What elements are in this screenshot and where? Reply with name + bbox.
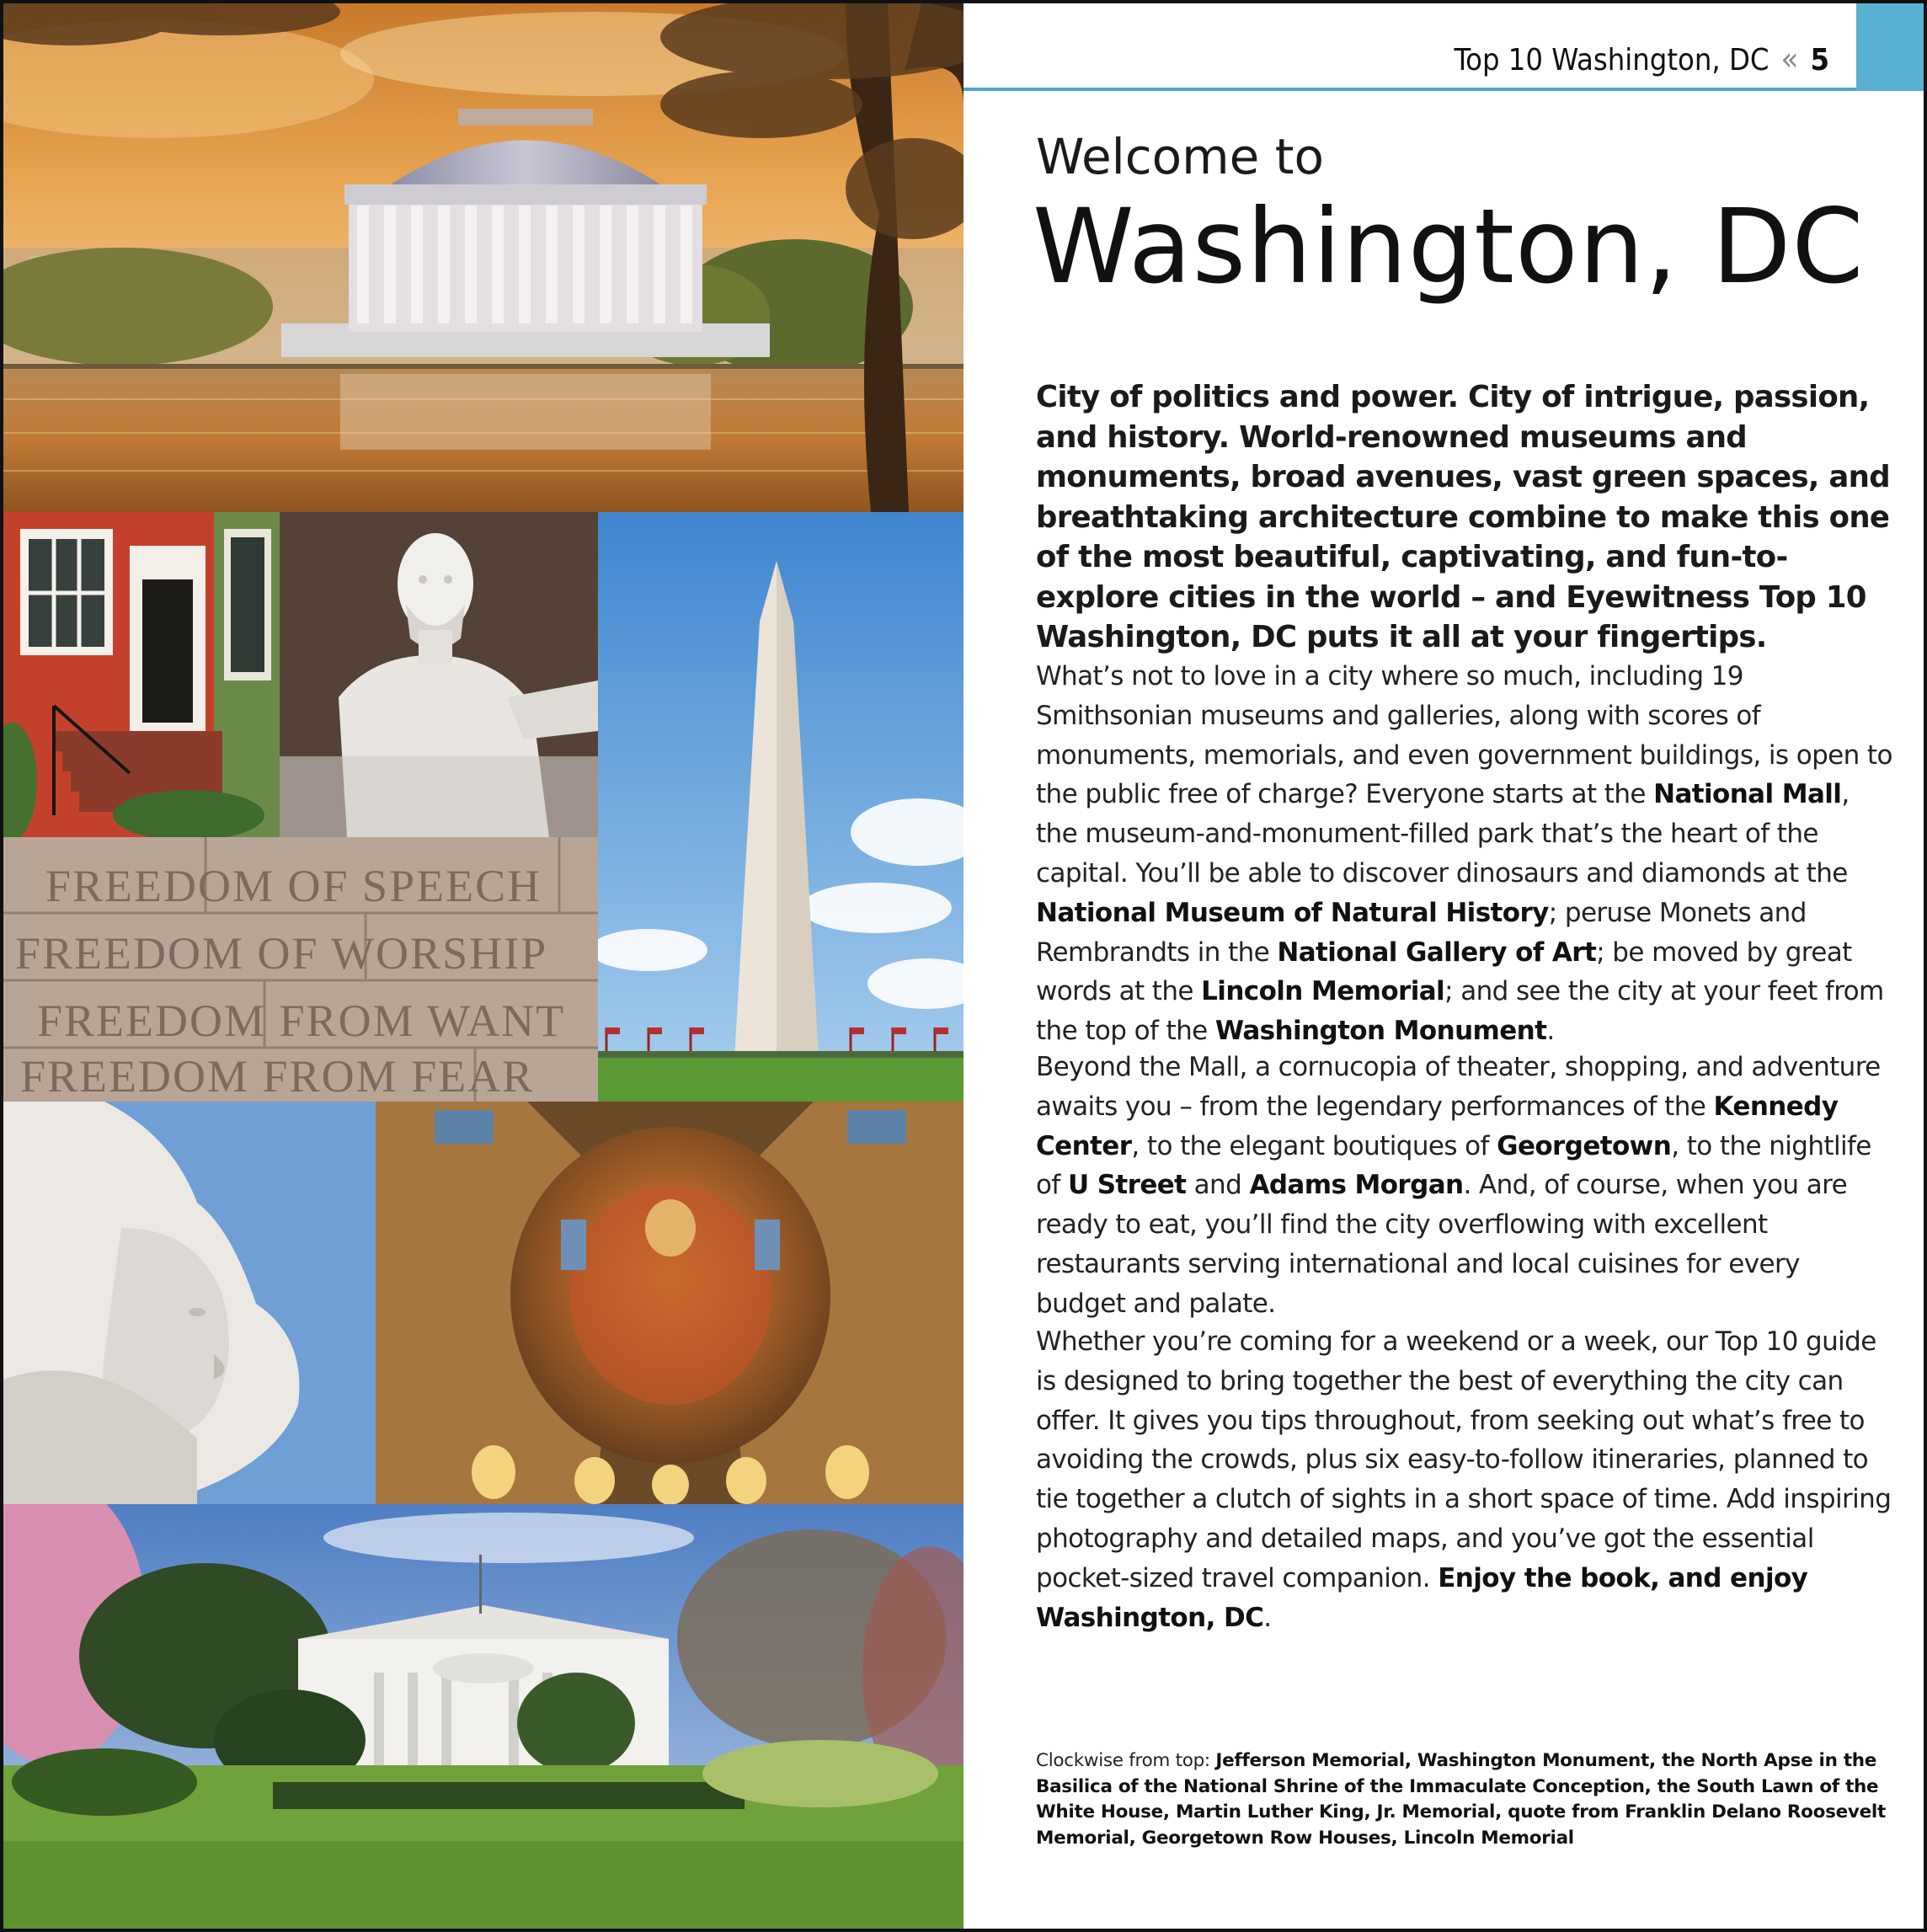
text: ; and see the city at your feet from the top of the — [1036, 976, 1884, 1047]
body-paragraph-3 — [1036, 1322, 1895, 1637]
header-accent-tab — [1856, 3, 1924, 91]
inscription-line-4: FREEDOM FROM FEAR — [20, 1051, 535, 1102]
text: , to the elegant boutiques of — [1131, 1130, 1497, 1161]
text: , to the nightlife of — [1036, 1130, 1871, 1201]
text: Whether you’re coming for a weekend or a week, our Top 10 guide is designed to bring together the best of everything the city can offer. It gives you tips throughout, from seeking out what’s free to avoiding the crowds, plus six easy-to-follow itineraries, planned to tie together a clutch of sights in a short space of time. Add inspiring photography and detailed maps, and you’ve got the essential pocket-sized travel companion. — [1036, 1326, 1892, 1593]
guillemet-icon: « — [1780, 40, 1799, 77]
caption-prefix: Clockwise from top: — [1036, 1750, 1216, 1771]
inscription-line-2: FREEDOM OF WORSHIP — [15, 928, 548, 979]
text: ; be moved by great words at the — [1036, 937, 1852, 1007]
running-head-section: Top 10 Washington, DC — [1454, 43, 1770, 77]
running-head — [1454, 40, 1829, 77]
body-paragraph-2 — [1036, 1048, 1895, 1324]
highlight-u-street: U Street — [1067, 1170, 1187, 1201]
inscription-line-3: FREEDOM FROM WANT — [37, 995, 566, 1046]
highlight-kennedy-center: Kennedy Center — [1036, 1091, 1839, 1161]
photo-basilica-north-apse — [376, 1102, 964, 1504]
text: . — [1546, 1016, 1555, 1047]
photo-georgetown-row-houses — [3, 512, 280, 837]
page-number: 5 — [1810, 43, 1829, 77]
text: What’s not to love in a city where so much, including 19 Smithsonian museums and galleries, along with scores of monuments, memorials, and even government buildings, is open to the public free of charge? Everyone starts at the — [1036, 661, 1892, 810]
highlight-washington-monument: Washington Monument — [1214, 1016, 1547, 1047]
highlight-national-mall: National Mall — [1653, 779, 1842, 810]
text: , the museum-and-monument-filled park that’s the heart of the capital. You’ll be able to discover dinosaurs and diamonds at the — [1036, 779, 1850, 889]
text: . — [1263, 1602, 1272, 1633]
highlight-georgetown: Georgetown — [1497, 1130, 1672, 1161]
photo-fdr-memorial-quote — [3, 837, 598, 1102]
photo-caption — [1036, 1748, 1887, 1851]
caption-items: Jefferson Memorial, Washington Monument, the North Apse in the Basilica of the National Shrine of the Immaculate Conception, the South Lawn of the White House, Martin Luther King, Jr. Memorial, quote from Franklin Delano Roosevelt Memorial, Georgetown Row Houses, Lincoln Memorial — [1036, 1750, 1886, 1849]
photo-jefferson-memorial — [3, 3, 964, 512]
welcome-line: Welcome to — [1036, 128, 1324, 185]
photo-lincoln-memorial — [280, 512, 598, 837]
highlight-lincoln-memorial: Lincoln Memorial — [1201, 976, 1445, 1007]
page-title: Washington, DC — [1033, 187, 1865, 307]
photo-white-house-south-lawn — [3, 1504, 964, 1929]
photo-mlk-memorial — [3, 1102, 376, 1504]
highlight-national-gallery: National Gallery of Art — [1277, 937, 1597, 968]
inscription-line-1: FREEDOM OF SPEECH — [45, 861, 542, 911]
header-rule — [964, 88, 1856, 91]
highlight-enjoy-the-book: Enjoy the book, and enjoy Washington, DC — [1036, 1562, 1808, 1633]
photo-washington-monument — [598, 512, 964, 1102]
text: ; peruse Monets and Rembrandts in the — [1036, 897, 1807, 968]
photo-collage — [3, 3, 964, 1929]
highlight-adams-morgan: Adams Morgan — [1249, 1170, 1464, 1201]
text: . And, of course, when you are ready to eat, you’ll find the city overflowing with excellent restaurants serving international and local cuisines for every budget and palate. — [1036, 1170, 1848, 1319]
highlight-natural-history-museum: National Museum of Natural History — [1036, 897, 1549, 928]
body-paragraph-1 — [1036, 657, 1895, 1051]
lead-paragraph: City of politics and power. City of intrigue, passion, and history. World-renowned museums and monuments, broad avenues, vast green spaces, and breathtaking architecture combine to make this one of the most beautiful, captivating, and fun-to-explore cities in the world – and Eyewitness Top 10 Washington, DC puts it all at your fingertips. — [1036, 380, 1890, 654]
text: Beyond the Mall, a cornucopia of theater, shopping, and adventure awaits you – from the legendary performances of the — [1036, 1052, 1881, 1122]
text: and — [1186, 1170, 1250, 1201]
